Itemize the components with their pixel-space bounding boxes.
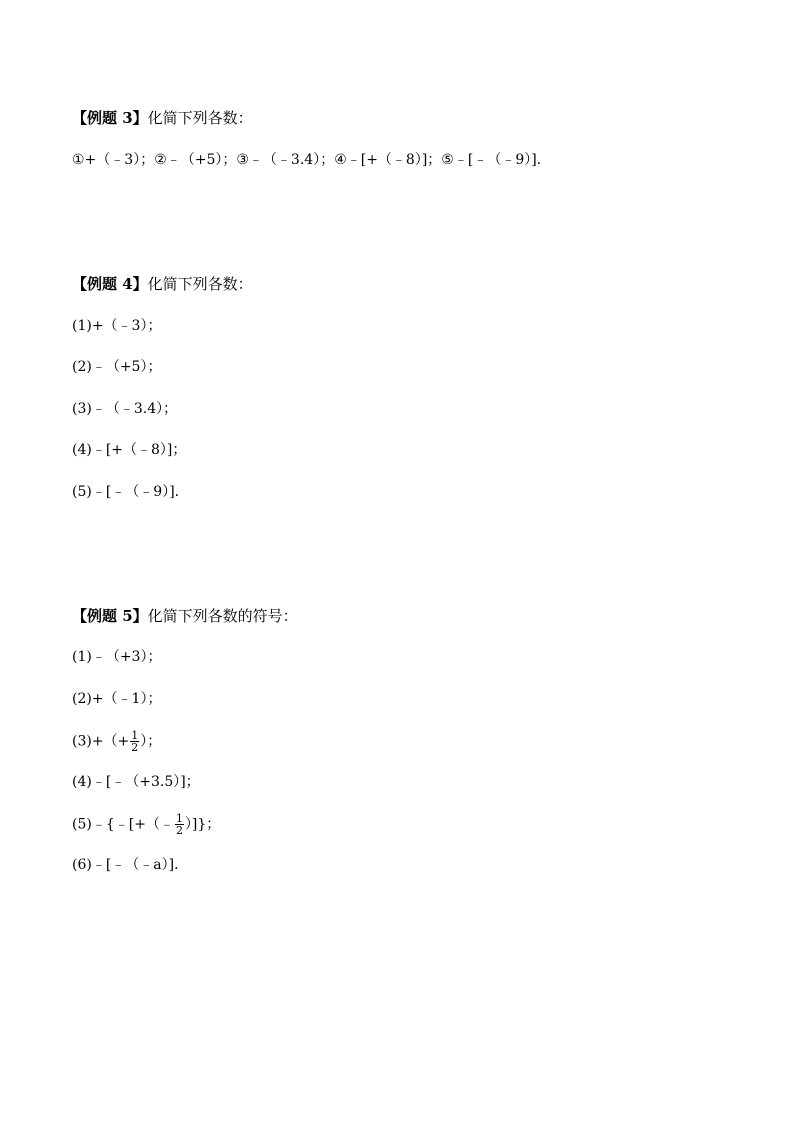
- example-4-item-1: (1)+（﹣3）；: [72, 318, 162, 334]
- example-5-item-5-prefix: (5)﹣{﹣[+（﹣: [72, 816, 174, 833]
- example-4-label: 【例题 4】: [72, 275, 148, 293]
- example-4-title: [72, 274, 253, 294]
- example-5-item-3-suffix: ）；: [140, 733, 162, 750]
- fraction-denominator: 2: [131, 741, 139, 754]
- example-5-item-5: [72, 812, 221, 837]
- example-5-item-2: (2)+（﹣1）；: [72, 691, 162, 707]
- example-4-text: 化简下列各数：: [147, 275, 253, 293]
- fraction: [175, 813, 184, 836]
- example-3-text: 化简下列各数：: [147, 109, 253, 127]
- example-4-item-3: (3)﹣（﹣3.4）；: [72, 401, 178, 417]
- example-4-item-4: (4)﹣[+（﹣8）]；: [72, 442, 187, 458]
- fraction: [130, 730, 139, 753]
- example-3-expressions: ①+（﹣3）；②﹣（+5）；③﹣（﹣3.4）；④﹣[+（﹣8）]；⑤﹣[﹣（﹣9）]．: [72, 152, 551, 168]
- example-4-item-2: (2)﹣（+5）；: [72, 359, 162, 375]
- example-5-title: [72, 606, 298, 626]
- example-3-title: [72, 108, 253, 128]
- example-5-item-4: (4)﹣[﹣（+3.5）]；: [72, 774, 200, 790]
- example-5-item-3: [72, 729, 162, 754]
- fraction-numerator: 1: [131, 729, 139, 742]
- fraction-numerator: 1: [175, 812, 183, 825]
- example-5-label: 【例题 5】: [72, 607, 148, 625]
- example-5-item-3-prefix: (3)+（+: [72, 733, 130, 750]
- example-3-label: 【例题 3】: [72, 109, 148, 127]
- example-4-item-5: (5)﹣[﹣（﹣9）]．: [72, 484, 189, 500]
- example-5-item-6: (6)﹣[﹣（﹣a）]．: [72, 857, 189, 873]
- example-5-text: 化简下列各数的符号：: [147, 607, 298, 625]
- example-5-item-5-suffix: ）]}；: [184, 816, 221, 833]
- fraction-denominator: 2: [175, 824, 183, 837]
- example-5-item-1: (1)﹣（+3）；: [72, 649, 162, 665]
